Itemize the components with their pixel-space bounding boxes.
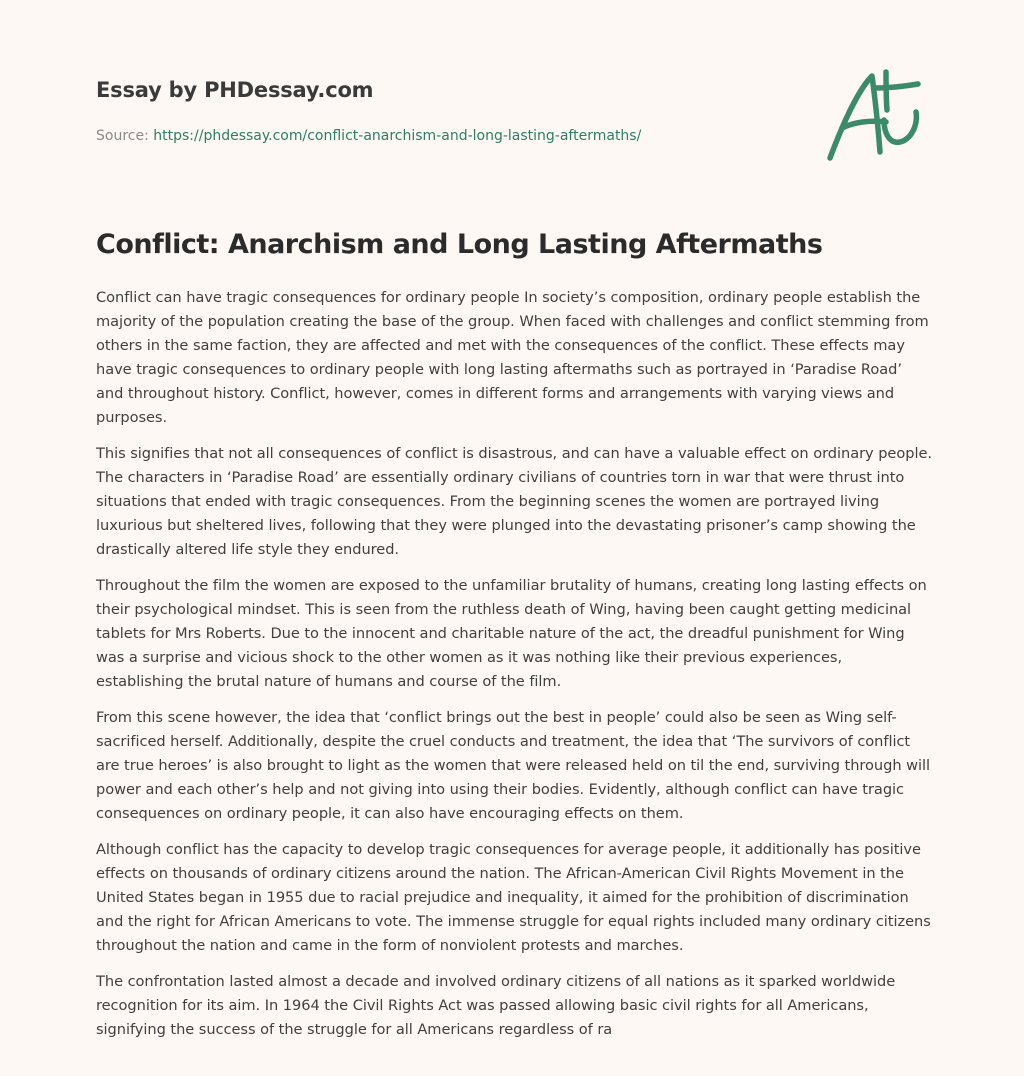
essay-title: Conflict: Anarchism and Long Lasting Aftermaths <box>96 229 823 260</box>
essay-paragraph: This signifies that not all consequences of conflict is disastrous, and can have a valuable effect on ordinary people. The characters in ‘Paradise Road’ are essentially ordinary civilians of countries torn in war that were thrust into situations that ended with tragic consequences. From the beginning scenes the women are portrayed living luxurious but sheltered lives, following that they were plunged into the devastating prisoner’s camp showing the drastically altered life style they endured. <box>96 445 932 558</box>
page-header <box>96 74 796 146</box>
essay-paragraph: The confrontation lasted almost a decade and involved ordinary citizens of all nations as it sparked worldwide recognition for its aim. In 1964 the Civil Rights Act was passed allowing basic civil rights for all Americans, signifying the success of the struggle for all Americans regardless of ra <box>96 973 896 1038</box>
source-label: Source: <box>96 128 149 144</box>
essay-paragraph: From this scene however, the idea that ‘conflict brings out the best in people’ could also be seen as Wing self-sacrificed herself. Additionally, despite the cruel conducts and treatment, the idea that ‘The survivors of conflict are true heroes’ is also brought to light as the women that were released held on til the end, surviving through will power and each other’s help and not giving into using their bodies. Evidently, although conflict can have tragic consequences on ordinary people, it can also have encouraging effects on them. <box>96 709 931 822</box>
essay-paragraph: Throughout the film the women are exposed to the unfamiliar brutality of humans, creating long lasting effects on their psychological mindset. This is seen from the ruthless death of Wing, having been caught getting medicinal tablets for Mrs Roberts. Due to the innocent and charitable nature of the act, the dreadful punishment for Wing was a surprise and vicious shock to the other women as it was nothing like their previous experiences, establishing the brutal nature of humans and course of the film. <box>96 577 927 690</box>
source-link[interactable]: https://phdessay.com/conflict-anarchism-and-long-lasting-aftermaths/ <box>153 128 642 144</box>
essay-paragraph: Conflict can have tragic consequences for ordinary people In society’s composition, ordinary people establish the majority of the population creating the base of the group. When faced with challenges and conflict stemming from others in the same faction, they are affected and met with the consequences of the conflict. These effects may have tragic consequences to ordinary people with long lasting aftermaths such as portrayed in ‘Paradise Road’ and throughout history. Conflict, however, comes in different forms and arrangements with varying views and purposes. <box>96 289 929 426</box>
a-plus-logo-graphic <box>820 64 930 168</box>
site-title: Essay by PHDessay.com <box>96 78 374 102</box>
source-line <box>96 126 796 146</box>
essay-body <box>96 286 932 1054</box>
essay-paragraph: Although conflict has the capacity to develop tragic consequences for average people, it additionally has positive effects on thousands of ordinary citizens around the nation. The African-American Civil Rights Movement in the United States began in 1955 due to racial prejudice and inequality, it aimed for the prohibition of discrimination and the right for African Americans to vote. The immense struggle for equal rights included many ordinary citizens throughout the nation and came in the form of nonviolent protests and marches. <box>96 841 931 954</box>
a-plus-logo-icon <box>820 64 930 168</box>
